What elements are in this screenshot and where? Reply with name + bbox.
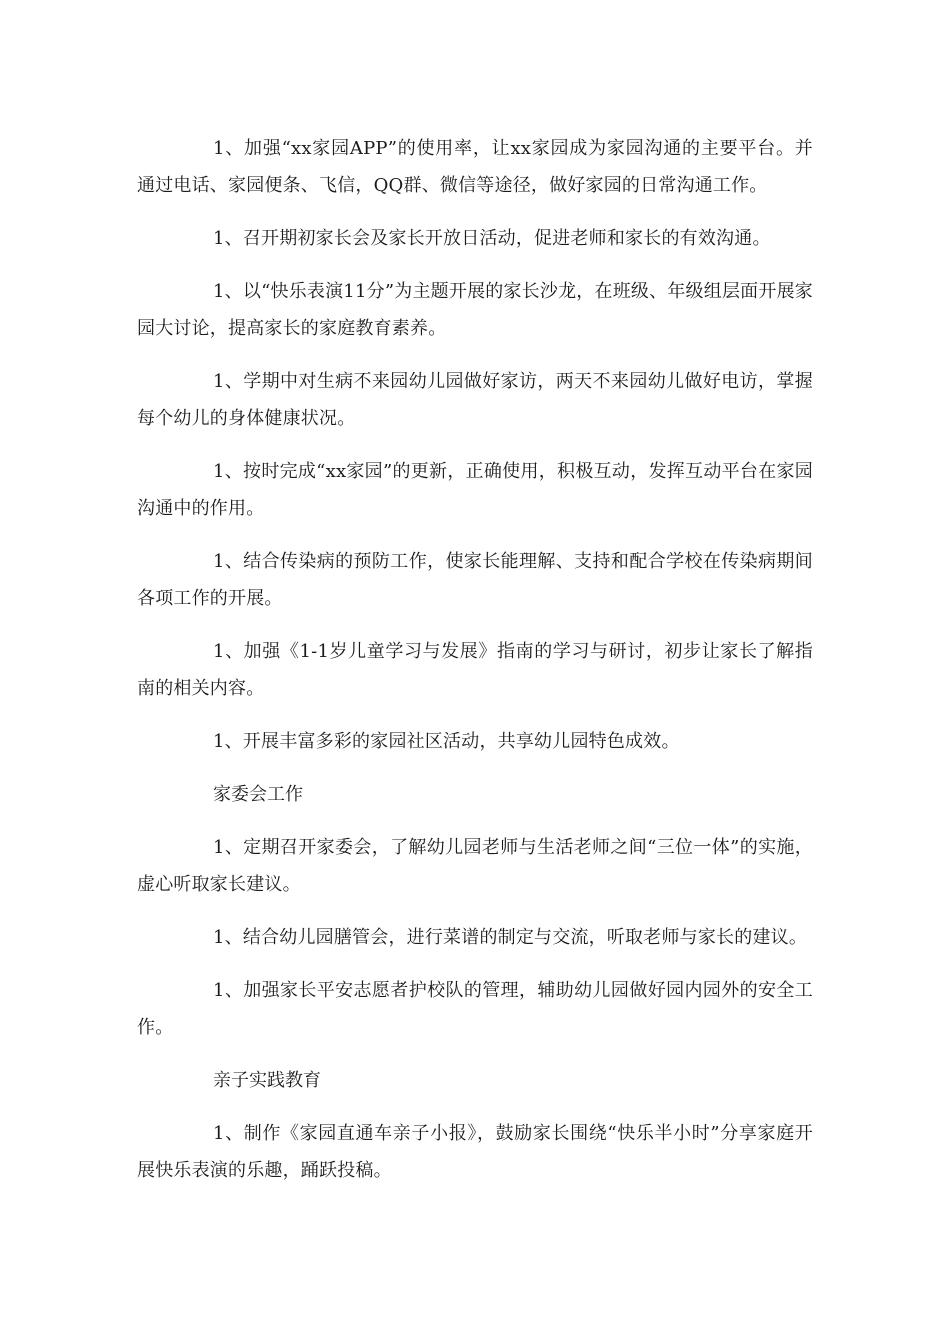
document-body <box>137 130 813 1205</box>
paragraph-community-activities: 1、开展丰富多彩的家园社区活动，共享幼儿园特色成效。 <box>213 731 680 752</box>
paragraph-platform-update: 1、按时完成“xx家园”的更新，正确使用，积极互动，发挥互动平台在家园沟通中的作用。 <box>137 461 813 519</box>
paragraph-menu-committee: 1、结合幼儿园膳管会，进行菜谱的制定与交流，听取老师与家长的建议。 <box>213 927 808 948</box>
paragraph-disease-prevention: 1、结合传染病的预防工作，使家长能理解、支持和配合学校在传染病期间各项工作的开展。 <box>137 551 813 609</box>
paragraph-home-visits: 1、学期中对生病不来园幼儿园做好家访，两天不来园幼儿做好电访，掌握每个幼儿的身体健康状况。 <box>137 371 813 429</box>
paragraph-committee-meeting: 1、定期召开家委会，了解幼儿园老师与生活老师之间“三位一体”的实施，虚心听取家长建议。 <box>137 837 813 895</box>
paragraph-guideline-study: 1、加强《1-1岁儿童学习与发展》指南的学习与研讨，初步让家长了解指南的相关内容。 <box>137 641 813 699</box>
paragraph-parent-meeting: 1、召开期初家长会及家长开放日活动，促进老师和家长的有效沟通。 <box>213 228 771 249</box>
paragraph-app-usage: 1、加强“xx家园APP”的使用率，让xx家园成为家园沟通的主要平台。并通过电话、家园便条、飞信，QQ群、微信等途径，做好家园的日常沟通工作。 <box>137 138 813 196</box>
section-heading-committee: 家委会工作 <box>213 784 303 805</box>
section-heading-parent-child: 亲子实践教育 <box>213 1070 321 1091</box>
paragraph-parent-salon: 1、以“快乐表演11分”为主题开展的家长沙龙，在班级、年级组层面开展家园大讨论，提高家长的家庭教育素养。 <box>137 281 813 339</box>
paragraph-safety-volunteers: 1、加强家长平安志愿者护校队的管理，辅助幼儿园做好园内园外的安全工作。 <box>137 980 813 1038</box>
paragraph-newsletter: 1、制作《家园直通车亲子小报》，鼓励家长围绕“快乐半小时”分享家庭开展快乐表演的乐趣，踊跃投稿。 <box>137 1123 813 1181</box>
